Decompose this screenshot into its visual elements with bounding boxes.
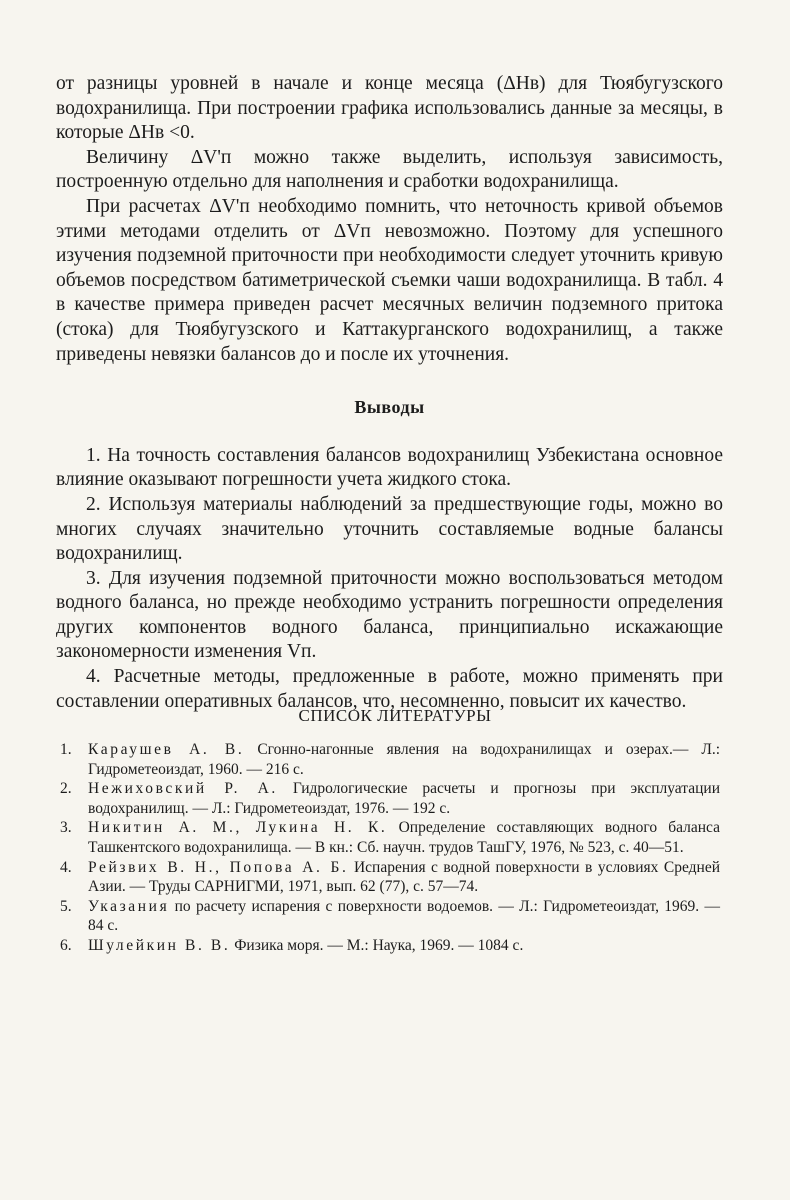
paragraph-3: При расчетах ΔV'п необходимо помнить, что неточность кривой объемов этими методами отделить от ΔVп невозможно. Поэтому для успешного изучения подземной приточности при необходимости следует уточнить кривую объемов посредством батиметрической съемки чаши водохранилища. В табл. 4 в качестве примера приведен расчет месячных величин подземного притока (стока) для Тюябугузского и Каттакурганского водохранилищ, а также приведены невязки балансов до и после их уточнения.	[56, 195, 723, 365]
main-text	[56, 72, 723, 714]
paragraph-2: Величину ΔV'п можно также выделить, используя зависимость, построенную отдельно для наполнения и сработки водохранилища.	[56, 146, 723, 193]
conclusion-3: 3. Для изучения подземной приточности можно воспользоваться методом водного баланса, но прежде необходимо устранить погрешности определения других компонентов водного баланса, принципиально искажающие закономерности изменения Vп.	[56, 567, 723, 663]
reference-text: Физика моря. — М.: Наука, 1969. — 1084 с.	[230, 936, 524, 954]
reference-text: Определение составляющих водного баланса Ташкентского водохранилища. — В кн.: Сб. научн. трудов ТашГУ, 1976, № 523, с. 40—51.	[88, 819, 721, 856]
reference-number: 3.	[60, 819, 72, 837]
reference-item	[60, 897, 720, 936]
reference-author: Указания	[88, 897, 170, 915]
reference-item	[60, 936, 720, 956]
reference-author: Никитин А. М., Лукина Н. К.	[88, 819, 388, 837]
conclusion-2: 2. Используя материалы наблюдений за предшествующие годы, можно во многих случаях значительно уточнить составляемые водные балансы водохранилищ.	[56, 493, 723, 565]
conclusions-heading: Выводы	[354, 397, 425, 418]
reference-item	[60, 740, 720, 779]
reference-author: Караушев А. В.	[88, 741, 245, 758]
reference-item	[60, 818, 720, 857]
paragraph-1: от разницы уровней в начале и конце месяца (ΔHв) для Тюябугузского водохранилища. При построении графика использовались данные за месяцы, в которые ΔHв <0.	[56, 73, 723, 144]
reference-text: Гидрологические расчеты и прогнозы при эксплуатации водохранилищ. — Л.: Гидрометеоиздат, 1976. — 192 с.	[88, 780, 720, 817]
conclusion-4: 4. Расчетные методы, предложенные в работе, можно применять при составлении оперативных балансов, что, несомненно, повысит их качество.	[56, 666, 723, 712]
reference-text: Испарения с водной поверхности в условиях Средней Азии. — Труды САРНИГМИ, 1971, вып. 62 (77), с. 57—74.	[88, 858, 720, 896]
reference-number: 4.	[60, 858, 72, 876]
reference-text: по расчету испарения с поверхности водоемов. — Л.: Гидрометеоиздат, 1969. — 84 с.	[88, 897, 720, 935]
reference-number: 6.	[60, 936, 72, 954]
reference-number: 5.	[60, 897, 72, 915]
reference-author: Рейзвих В. Н., Попова А. Б.	[88, 858, 349, 876]
references-list	[60, 740, 720, 956]
reference-author: Нежиховский Р. А.	[88, 780, 278, 798]
reference-author: Шулейкин В. В.	[88, 936, 231, 954]
reference-number: 2.	[60, 780, 72, 798]
conclusion-1: 1. На точность составления балансов водохранилищ Узбекистана основное влияние оказывают погрешности учета жидкого стока.	[56, 444, 723, 491]
reference-text: Сгонно-нагонные явления на водохранилищах и озерах.— Л.: Гидрометеоиздат, 1960. — 216 с.	[88, 741, 721, 778]
reference-number: 1.	[60, 741, 72, 758]
references-title: СПИСОК ЛИТЕРАТУРЫ	[298, 706, 492, 725]
reference-item	[60, 779, 720, 818]
reference-item	[60, 858, 720, 897]
